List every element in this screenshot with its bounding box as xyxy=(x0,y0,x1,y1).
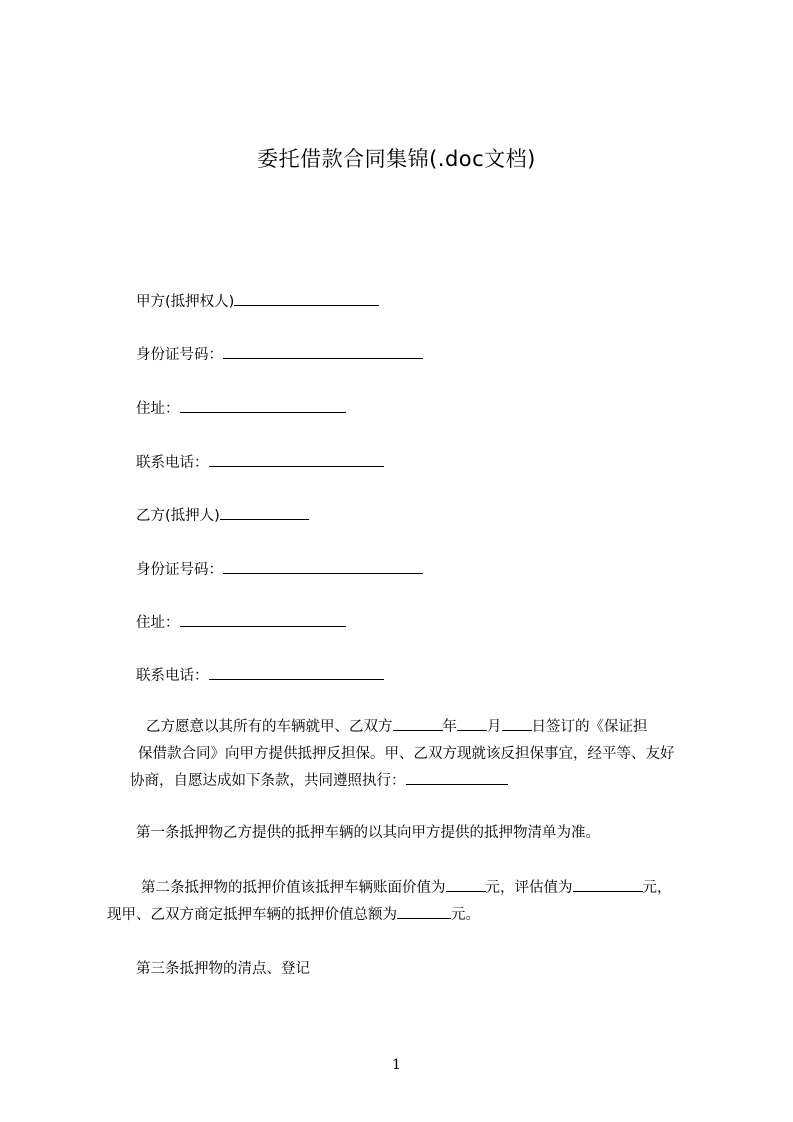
article-1: 第一条抵押物乙方提供的抵押车辆的以其向甲方提供的抵押物清单为准。 xyxy=(136,825,600,841)
party-b-id-blank xyxy=(223,559,423,574)
article-2-text-a: 第二条抵押物的抵押价值该抵押车辆账面价值为 xyxy=(141,880,446,896)
article-2-line-1 xyxy=(141,875,672,902)
article-2-text-b: 元，评估值为 xyxy=(485,880,573,896)
article-2-text-c: 元， xyxy=(642,880,672,896)
party-a-blank xyxy=(234,291,379,306)
party-a-phone-label: 联系电话： xyxy=(136,455,209,471)
party-a-address-label: 住址： xyxy=(136,401,180,417)
intro-text-3: 协商，自愿达成如下条款，共同遵照执行： xyxy=(130,773,406,789)
party-b-phone-field xyxy=(136,665,384,686)
intro-end-blank xyxy=(406,770,508,785)
intro-line-3 xyxy=(130,768,508,795)
party-a-phone-field xyxy=(136,452,384,473)
document-title: 委托借款合同集锦(.doc文档) xyxy=(257,147,536,171)
intro-year-blank xyxy=(393,716,443,731)
party-b-blank xyxy=(220,505,309,520)
party-a-id-field xyxy=(136,344,423,365)
article-3: 第三条抵押物的清点、登记 xyxy=(136,961,310,977)
intro-month-label: 月 xyxy=(487,719,502,735)
book-value-blank xyxy=(446,877,486,892)
article-2-text-e: 元。 xyxy=(451,907,480,923)
intro-text-a: 乙方愿意以其所有的车辆就甲、乙双方 xyxy=(146,719,393,735)
intro-month-blank xyxy=(457,716,487,731)
party-a-id-blank xyxy=(223,344,423,359)
party-a-phone-blank xyxy=(209,452,384,467)
party-b-address-label: 住址： xyxy=(136,615,180,631)
party-b-field xyxy=(136,505,309,526)
article-2-line-2 xyxy=(107,902,480,929)
page-number: 1 xyxy=(392,1057,401,1073)
article-2-text-d: 现甲、乙双方商定抵押车辆的抵押价值总额为 xyxy=(107,907,397,923)
intro-line-1 xyxy=(146,714,648,741)
party-a-address-field xyxy=(136,398,346,419)
intro-year-label: 年 xyxy=(442,719,457,735)
intro-day-blank xyxy=(502,716,532,731)
total-value-blank xyxy=(397,904,451,919)
party-b-id-field xyxy=(136,559,423,580)
party-b-address-blank xyxy=(180,612,346,627)
party-a-label: 甲方(抵押权人) xyxy=(136,294,235,310)
party-b-label: 乙方(抵押人) xyxy=(136,508,220,524)
party-a-field xyxy=(136,291,379,312)
intro-line-2: 保借款合同》向甲方提供抵押反担保。甲、乙双方现就该反担保事宜，经平等、友好 xyxy=(138,746,675,762)
appraised-value-blank xyxy=(573,877,643,892)
party-b-phone-label: 联系电话： xyxy=(136,668,209,684)
party-b-address-field xyxy=(136,612,346,633)
party-a-id-label: 身份证号码： xyxy=(136,347,223,363)
intro-text-d: 日签订的《保证担 xyxy=(531,719,648,735)
party-b-phone-blank xyxy=(209,665,384,680)
party-a-address-blank xyxy=(180,398,346,413)
party-b-id-label: 身份证号码： xyxy=(136,562,223,578)
